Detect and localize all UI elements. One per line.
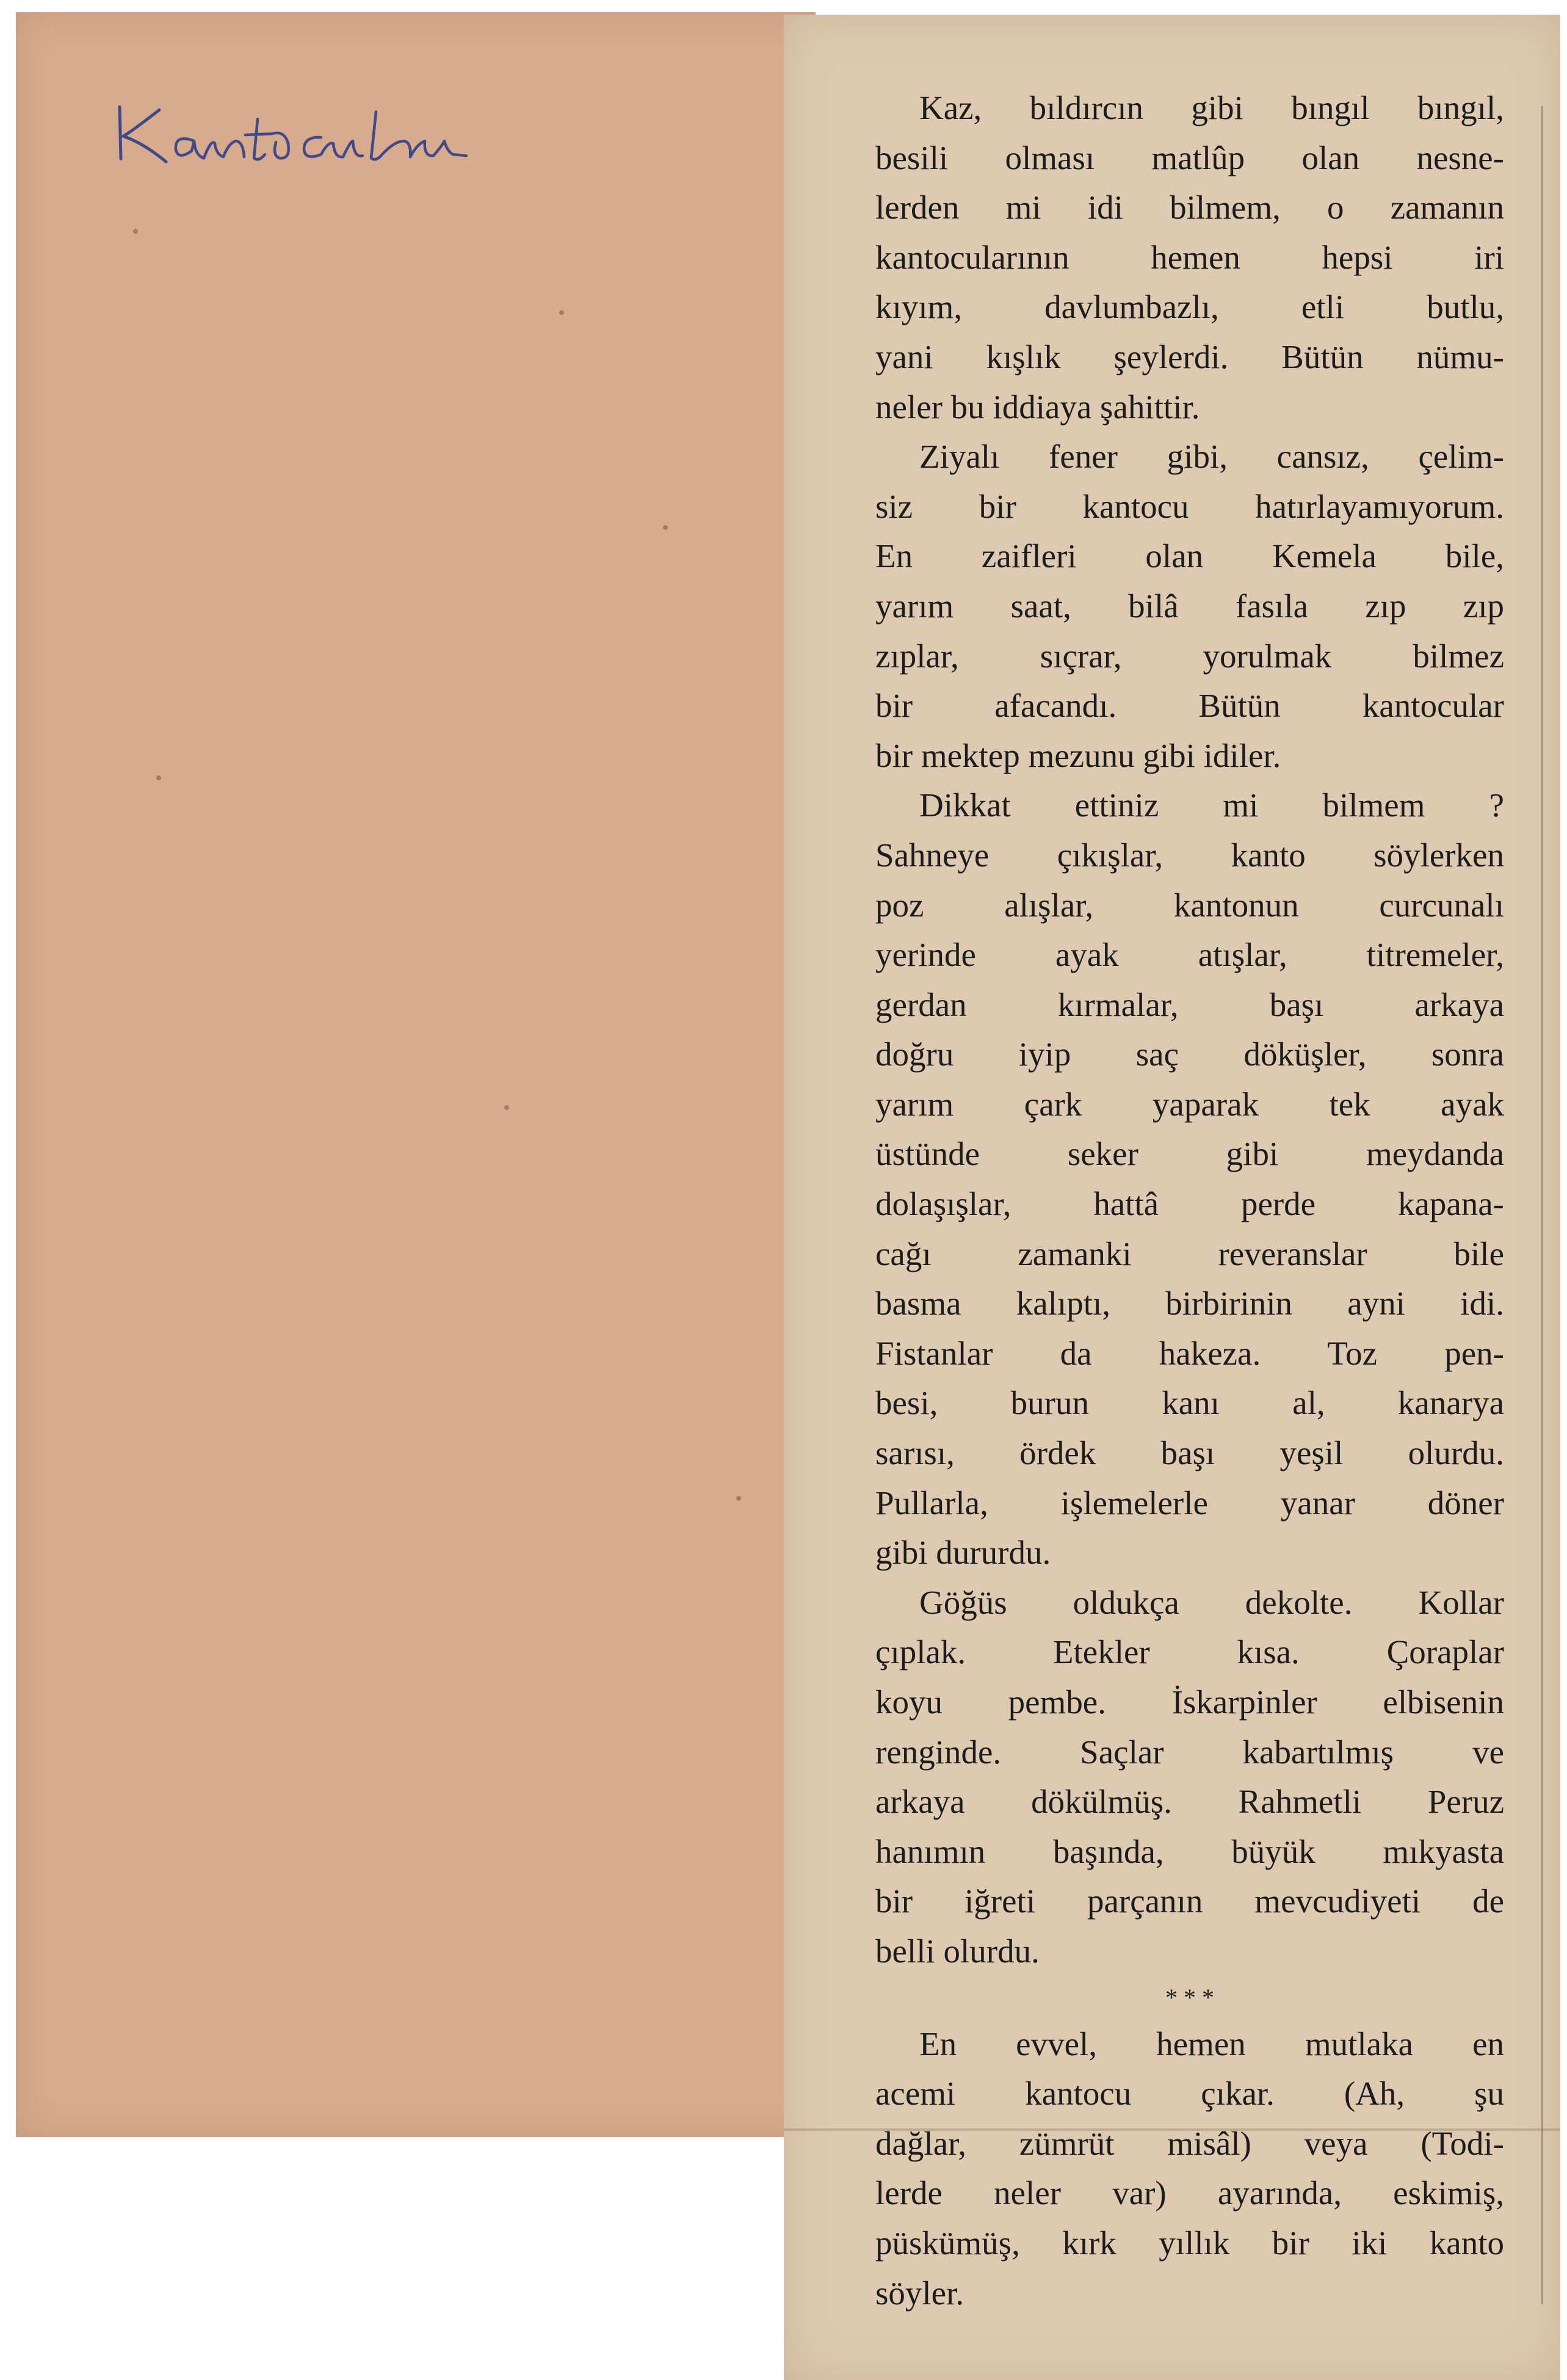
newspaper-clipping — [784, 15, 1560, 2380]
article-line: Pullarla, işlemelerle yanar döner — [875, 1484, 1504, 1522]
article-line: Fistanlar da hakeza. Toz pen- — [875, 1334, 1504, 1372]
article-line: sarısı, ördek başı yeşil olurdu. — [875, 1434, 1504, 1472]
paper-speck — [736, 1496, 741, 1501]
article-line: yerinde ayak atışlar, titremeler, — [875, 936, 1504, 974]
article-line: kıyım, davlumbazlı, etli butlu, — [875, 288, 1504, 326]
article-line: belli olurdu. — [875, 1932, 1040, 1970]
paper-speck — [133, 229, 138, 234]
section-separator: * * * — [1165, 1983, 1214, 2011]
article-line: arkaya dökülmüş. Rahmetli Peruz — [875, 1783, 1504, 1821]
article-line: kantocularının hemen hepsi iri — [875, 238, 1504, 276]
article-line: acemi kantocu çıkar. (Ah, şu — [875, 2075, 1504, 2113]
article-line: besili olması matlûp olan nesne- — [875, 139, 1504, 176]
article-line: dağlar, zümrüt misâl) veya (Todi- — [875, 2124, 1504, 2162]
paper-speck — [663, 525, 668, 530]
article-line: söyler. — [875, 2274, 964, 2312]
article-text — [875, 83, 1504, 2318]
article-line: En zaifleri olan Kemela bile, — [875, 537, 1504, 575]
article-line: Dikkat ettiniz mi bilmem ? — [919, 786, 1504, 824]
article-line: dolaşışlar, hattâ perde kapana- — [875, 1185, 1504, 1223]
paper-speck — [156, 775, 161, 780]
article-line: siz bir kantocu hatırlayamıyorum. — [875, 487, 1504, 525]
article-line: çıplak. Etekler kısa. Çoraplar — [875, 1633, 1504, 1671]
article-line: üstünde seker gibi meydanda — [875, 1135, 1504, 1173]
handwritten-note-drawing — [107, 82, 474, 186]
backing-paper — [16, 12, 816, 2137]
article-line: yarım çark yaparak tek ayak — [875, 1085, 1504, 1123]
cutoff-next-line — [875, 2364, 1425, 2380]
article-line: Ziyalı fener gibi, cansız, çelim- — [919, 438, 1504, 476]
article-line: yani kışlık şeylerdi. Bütün nümu- — [875, 338, 1504, 376]
article-line: poz alışlar, kantonun curcunalı — [875, 886, 1504, 924]
article-line: bir afacandı. Bütün kantocular — [875, 687, 1504, 725]
clipping-column-rule — [1541, 106, 1543, 2304]
paper-speck — [504, 1105, 509, 1110]
article-line: gerdan kırmalar, başı arkaya — [875, 985, 1504, 1023]
article-line: bir mektep mezunu gibi idiler. — [875, 736, 1281, 774]
article-line: hanımın başında, büyük mıkyasta — [875, 1832, 1504, 1870]
article-line: Sahneye çıkışlar, kanto söylerken — [875, 836, 1504, 874]
article-line: püskümüş, kırk yıllık bir iki kanto — [875, 2224, 1504, 2262]
article-line: En evvel, hemen mutlaka en — [919, 2025, 1504, 2063]
article-line: koyu pembe. İskarpinler elbisenin — [875, 1683, 1504, 1721]
article-line: doğru iyip saç döküşler, sonra — [875, 1036, 1504, 1073]
article-line: yarım saat, bilâ fasıla zıp zıp — [875, 587, 1504, 625]
article-line: cağı zamanki reveranslar bile — [875, 1235, 1504, 1272]
article-line: besi, burun kanı al, kanarya — [875, 1384, 1504, 1422]
article-line: Kaz, bıldırcın gibi bıngıl bıngıl, — [919, 89, 1504, 126]
article-line: Göğüs oldukça dekolte. Kollar — [919, 1583, 1504, 1621]
article-line: basma kalıptı, birbirinin ayni idi. — [875, 1285, 1504, 1322]
paper-speck — [559, 310, 564, 315]
article-line: bir iğreti parçanın mevcudiyeti de — [875, 1882, 1504, 1920]
article-line: lerden mi idi bilmem, o zamanın — [875, 189, 1504, 227]
handwritten-note — [107, 82, 474, 186]
article-line: renginde. Saçlar kabartılmış ve — [875, 1733, 1504, 1771]
article-line: lerde neler var) ayarında, eskimiş, — [875, 2174, 1504, 2212]
article-line: neler bu iddiaya şahittir. — [875, 388, 1200, 426]
article-line: zıplar, sıçrar, yorulmak bilmez — [875, 637, 1504, 675]
article-line: gibi dururdu. — [875, 1534, 1051, 1572]
